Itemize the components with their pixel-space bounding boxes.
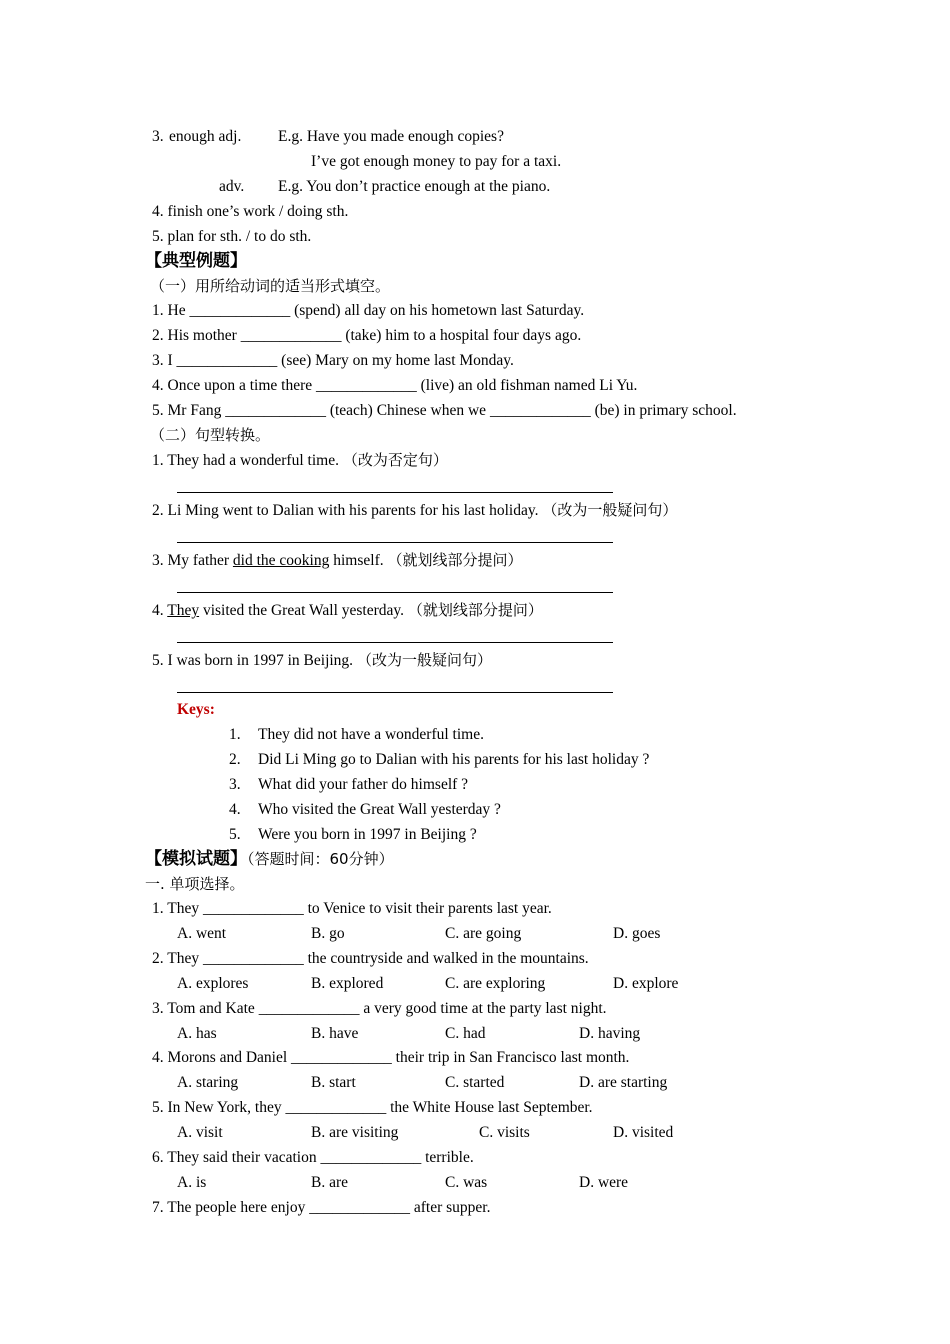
answer-blank[interactable]: _____________ [202,900,304,917]
option-b[interactable]: B. have [311,1025,359,1042]
answer-blank[interactable]: _____________ [489,402,591,419]
transform-item-5: 5. I was born in 1997 in Beijing. （改为一般疑问句） [152,651,492,669]
key-answer: Who visited the Great Wall yesterday ? [258,801,501,818]
question-5: 5. In New York, they _____________ the White House last September. [152,1099,593,1116]
option-c[interactable]: C. visits [479,1124,530,1141]
answer-blank[interactable]: _____________ [225,402,326,419]
option-c[interactable]: C. are going [445,925,522,942]
answer-blank[interactable]: _____________ [320,1149,422,1166]
underlined-phrase: did the cooking [232,552,330,569]
section-1-title: 一. 单项选择。 [145,875,245,893]
question-7: 7. The people here enjoy _____________ after supper. [152,1199,491,1216]
fill-item-5: 5. Mr Fang _____________ (teach) Chinese when we _____________ (be) in primary school. [152,402,737,419]
question-3: 3. Tom and Kate _____________ a very good time at the party last night. [152,1000,607,1017]
transform-item-1: 1. They had a wonderful time. （改为否定句） [152,451,448,469]
key-number: 2. [229,751,241,768]
answer-blank[interactable]: _____________ [309,1199,410,1216]
option-a[interactable]: A. explores [177,975,249,992]
answer-line-2[interactable] [177,542,613,543]
answer-line-3[interactable] [177,592,613,593]
option-d[interactable]: D. explore [613,975,679,992]
answer-blank[interactable]: _____________ [202,950,304,967]
vocab-item-3-example-3: E.g. You don’t practice enough at the piano. [278,178,551,195]
mock-heading: 【模拟试题】 [145,849,247,869]
keys-label: Keys: [177,701,215,718]
answer-blank[interactable]: _____________ [240,327,342,344]
answer-line-5[interactable] [177,692,613,693]
key-answer: They did not have a wonderful time. [258,726,484,743]
option-a[interactable]: A. visit [177,1124,223,1141]
vocab-item-3-word: enough adj. [169,128,242,145]
option-d[interactable]: D. having [579,1025,641,1042]
option-c[interactable]: C. started [445,1074,505,1091]
transform-item-2: 2. Li Ming went to Dalian with his parents for his last holiday. （改为一般疑问句） [152,501,678,519]
option-b[interactable]: B. explored [311,975,384,992]
mock-heading-line [145,849,394,870]
transform-item-4: 4. They visited the Great Wall yesterday. （就划线部分提问） [152,601,543,619]
key-answer: Did Li Ming go to Dalian with his parents for his last holiday ? [258,751,650,768]
fill-item-2: 2. His mother _____________ (take) him to a hospital four days ago. [152,327,582,344]
option-b[interactable]: B. start [311,1074,356,1091]
option-d[interactable]: D. goes [613,925,661,942]
option-a[interactable]: A. staring [177,1074,239,1091]
part1-title: （一）用所给动词的适当形式填空。 [150,277,391,295]
vocab-item-3-example-2: I’ve got enough money to pay for a taxi. [311,153,562,170]
examples-heading: 【典型例题】 [145,251,247,271]
fill-item-4: 4. Once upon a time there _____________ (live) an old fishman named Li Yu. [152,377,638,394]
time-note: （答题时间：60分钟） [247,850,394,868]
key-number: 5. [229,826,241,843]
question-2: 2. They _____________ the countryside and walked in the mountains. [152,950,589,967]
key-number: 3. [229,776,241,793]
question-1: 1. They _____________ to Venice to visit their parents last year. [152,900,552,917]
answer-line-1[interactable] [177,492,613,493]
key-number: 1. [229,726,241,743]
answer-blank[interactable]: _____________ [176,352,278,369]
question-4: 4. Morons and Daniel _____________ their trip in San Francisco last month. [152,1049,630,1066]
option-c[interactable]: C. had [445,1025,486,1042]
vocab-item-3-adv: adv. [219,178,245,195]
option-d[interactable]: D. are starting [579,1074,668,1091]
fill-item-3: 3. I _____________ (see) Mary on my home last Monday. [152,352,514,369]
option-b[interactable]: B. go [311,925,345,942]
part2-title: （二）句型转换。 [150,426,271,444]
answer-blank[interactable]: _____________ [285,1099,387,1116]
vocab-item-3-example-1: E.g. Have you made enough copies? [278,128,504,145]
key-answer: What did your father do himself ? [258,776,469,793]
answer-blank[interactable]: _____________ [291,1049,392,1066]
vocab-item-5: 5. plan for sth. / to do sth. [152,228,312,245]
option-c[interactable]: C. are exploring [445,975,546,992]
vocab-item-4: 4. finish one’s work / doing sth. [152,203,349,220]
option-d[interactable]: D. visited [613,1124,674,1141]
option-a[interactable]: A. has [177,1025,217,1042]
answer-blank[interactable]: _____________ [189,302,291,319]
answer-blank[interactable]: _____________ [315,377,417,394]
option-b[interactable]: B. are visiting [311,1124,399,1141]
option-a[interactable]: A. is [177,1174,207,1191]
vocab-item-3-number: 3. [152,128,164,145]
answer-line-4[interactable] [177,642,613,643]
option-b[interactable]: B. are [311,1174,349,1191]
fill-item-1: 1. He _____________ (spend) all day on his hometown last Saturday. [152,302,585,319]
option-d[interactable]: D. were [579,1174,629,1191]
answer-blank[interactable]: _____________ [258,1000,360,1017]
option-c[interactable]: C. was [445,1174,488,1191]
option-a[interactable]: A. went [177,925,227,942]
transform-item-3: 3. My father did the cooking himself. （就划线部分提问） [152,551,523,569]
question-6: 6. They said their vacation _____________ terrible. [152,1149,474,1166]
underlined-phrase: They [167,602,200,619]
key-answer: Were you born in 1997 in Beijing ? [258,826,477,843]
key-number: 4. [229,801,241,818]
